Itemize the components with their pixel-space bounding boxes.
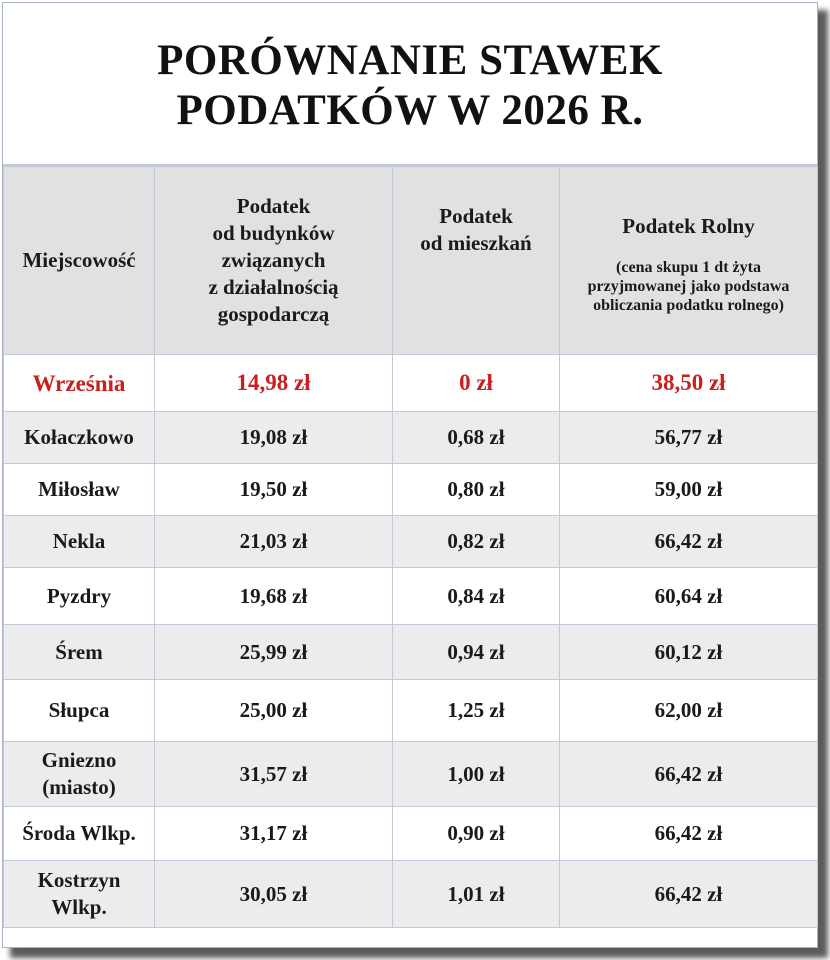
header-apartments-tax [393, 167, 560, 355]
header-locality-label: Miejscowość [22, 248, 136, 272]
cell-business-buildings-tax: 19,68 zł [155, 568, 393, 625]
cell-agricultural-tax: 66,42 zł [560, 807, 818, 861]
cell-business-buildings-tax: 31,57 zł [155, 742, 393, 807]
cell-apartments-tax: 0,84 zł [393, 568, 560, 625]
cell-agricultural-tax: 66,42 zł [560, 516, 818, 568]
table-row [4, 680, 818, 742]
table-row [4, 807, 818, 861]
cell-business-buildings-tax: 25,00 zł [155, 680, 393, 742]
cell-locality: Kostrzyn Wlkp. [4, 861, 155, 928]
cell-business-buildings-tax: 14,98 zł [155, 355, 393, 412]
cell-apartments-tax: 0,80 zł [393, 464, 560, 516]
table-row [4, 742, 818, 807]
title-box [3, 3, 817, 166]
header-agricultural-note: (cena skupu 1 dt żyta przyjmowanej jako podstawa obliczania podatku rolnego) [587, 258, 790, 314]
cell-locality: Gniezno (miasto) [4, 742, 155, 807]
cell-apartments-tax: 1,01 zł [393, 861, 560, 928]
table-row-highlight [4, 355, 818, 412]
cell-apartments-tax: 0,68 zł [393, 412, 560, 464]
cell-business-buildings-tax: 25,99 zł [155, 625, 393, 680]
table-row [4, 625, 818, 680]
header-agricultural-tax [560, 167, 818, 355]
table-row [4, 464, 818, 516]
cell-apartments-tax: 0,82 zł [393, 516, 560, 568]
cell-locality: Września [4, 355, 155, 412]
cell-apartments-tax: 0,90 zł [393, 807, 560, 861]
cell-agricultural-tax: 66,42 zł [560, 861, 818, 928]
cell-locality: Słupca [4, 680, 155, 742]
header-row [4, 167, 818, 355]
cell-apartments-tax: 1,25 zł [393, 680, 560, 742]
header-locality [4, 167, 155, 355]
cell-agricultural-tax: 56,77 zł [560, 412, 818, 464]
cell-apartments-tax: 0,94 zł [393, 625, 560, 680]
header-business-buildings-tax [155, 167, 393, 355]
cell-locality: Śrem [4, 625, 155, 680]
table-row [4, 412, 818, 464]
header-agricultural-label: Podatek Rolny [622, 213, 755, 238]
cell-agricultural-tax: 59,00 zł [560, 464, 818, 516]
tax-comparison-card [2, 2, 818, 948]
cell-locality: Nekla [4, 516, 155, 568]
cell-locality: Środa Wlkp. [4, 807, 155, 861]
cell-locality: Pyzdry [4, 568, 155, 625]
table-row [4, 516, 818, 568]
title-line-2: PODATKÓW W 2026 R. [176, 86, 644, 134]
cell-agricultural-tax: 60,64 zł [560, 568, 818, 625]
cell-locality: Miłosław [4, 464, 155, 516]
cell-business-buildings-tax: 31,17 zł [155, 807, 393, 861]
header-apartments-label: Podatek od mieszkań [420, 204, 532, 255]
cell-agricultural-tax: 66,42 zł [560, 742, 818, 807]
cell-apartments-tax: 1,00 zł [393, 742, 560, 807]
cell-agricultural-tax: 60,12 zł [560, 625, 818, 680]
table-body [4, 355, 818, 928]
title-line-1: PORÓWNANIE STAWEK [157, 36, 663, 84]
header-business-buildings-label: Podatek od budynków związanych z działalnością gospodarczą [208, 194, 339, 326]
cell-agricultural-tax: 38,50 zł [560, 355, 818, 412]
tax-table [3, 166, 818, 928]
cell-apartments-tax: 0 zł [393, 355, 560, 412]
table-row [4, 568, 818, 625]
cell-business-buildings-tax: 30,05 zł [155, 861, 393, 928]
cell-agricultural-tax: 62,00 zł [560, 680, 818, 742]
cell-locality: Kołaczkowo [4, 412, 155, 464]
cell-business-buildings-tax: 19,08 zł [155, 412, 393, 464]
cell-business-buildings-tax: 21,03 zł [155, 516, 393, 568]
cell-business-buildings-tax: 19,50 zł [155, 464, 393, 516]
table-row [4, 861, 818, 928]
